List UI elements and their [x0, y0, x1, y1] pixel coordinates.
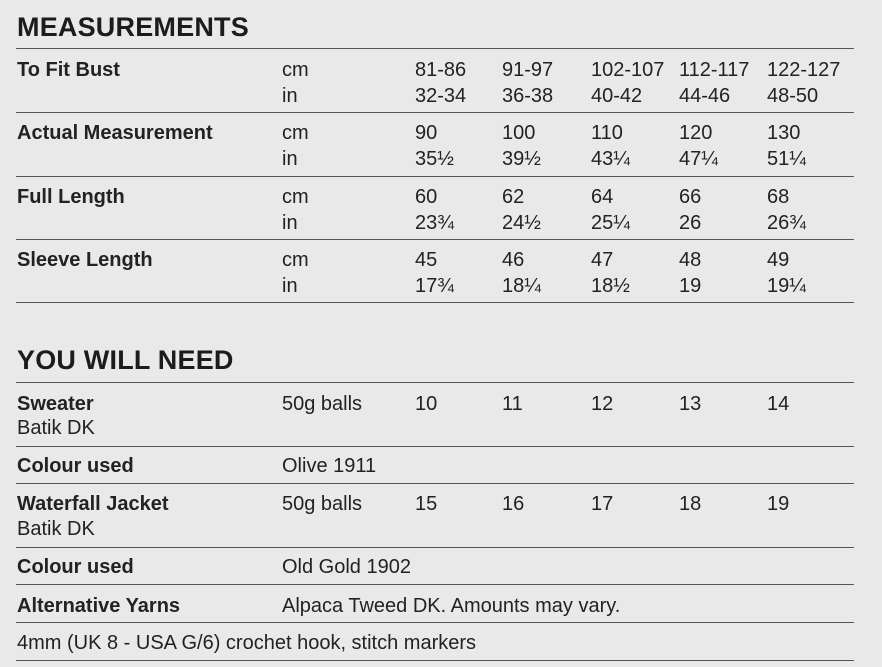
value-cm: 66 [679, 186, 702, 208]
value-cm: 62 [502, 186, 525, 208]
ball-count: 13 [679, 393, 702, 415]
row-label: Waterfall Jacket [17, 493, 169, 515]
unit-label: 50g balls [282, 493, 363, 515]
unit-in: in [282, 85, 298, 107]
value-cm: 48 [679, 249, 702, 271]
value-in: 23¾ [415, 212, 454, 234]
value-in: 51¼ [767, 148, 806, 170]
ball-count: 14 [767, 393, 790, 415]
value-in: 39½ [502, 148, 541, 170]
divider [16, 547, 854, 548]
divider [16, 382, 854, 383]
row-label: To Fit Bust [17, 59, 120, 81]
colour-value: Olive 1911 [282, 455, 377, 477]
colour-value: Old Gold 1902 [282, 556, 411, 578]
value-cm: 102-107 [591, 59, 665, 81]
unit-in: in [282, 275, 298, 297]
value-in: 40-42 [591, 85, 643, 107]
divider [16, 584, 854, 585]
divider [16, 176, 854, 177]
divider [16, 660, 854, 661]
ball-count: 18 [679, 493, 702, 515]
divider [16, 483, 854, 484]
alternative-value: Alpaca Tweed DK. Amounts may vary. [282, 595, 621, 617]
value-in: 18¼ [502, 275, 541, 297]
value-cm: 81-86 [415, 59, 467, 81]
value-cm: 45 [415, 249, 438, 271]
value-cm: 91-97 [502, 59, 554, 81]
value-in: 36-38 [502, 85, 554, 107]
value-cm: 130 [767, 122, 801, 144]
unit-cm: cm [282, 122, 309, 144]
value-in: 32-34 [415, 85, 467, 107]
value-cm: 68 [767, 186, 790, 208]
yarn-name: Batik DK [17, 417, 95, 439]
row-label: Colour used [17, 455, 134, 477]
unit-cm: cm [282, 59, 309, 81]
divider [16, 112, 854, 113]
value-in: 43¼ [591, 148, 630, 170]
value-cm: 100 [502, 122, 536, 144]
divider [16, 239, 854, 240]
value-cm: 46 [502, 249, 525, 271]
divider [16, 622, 854, 623]
value-in: 26 [679, 212, 702, 234]
ball-count: 11 [502, 393, 523, 415]
value-cm: 122-127 [767, 59, 841, 81]
value-in: 48-50 [767, 85, 819, 107]
value-cm: 110 [591, 122, 623, 144]
value-in: 47¼ [679, 148, 718, 170]
ball-count: 16 [502, 493, 525, 515]
yarn-name: Batik DK [17, 518, 95, 540]
value-in: 44-46 [679, 85, 731, 107]
unit-cm: cm [282, 186, 309, 208]
value-in: 18½ [591, 275, 630, 297]
value-cm: 49 [767, 249, 790, 271]
row-label: Full Length [17, 186, 125, 208]
row-label: Colour used [17, 556, 134, 578]
ball-count: 19 [767, 493, 790, 515]
value-in: 19 [679, 275, 702, 297]
value-cm: 64 [591, 186, 614, 208]
divider [16, 48, 854, 49]
value-cm: 60 [415, 186, 438, 208]
divider [16, 302, 854, 303]
unit-label: 50g balls [282, 393, 363, 415]
you-will-need-heading: YOU WILL NEED [17, 345, 234, 375]
value-cm: 90 [415, 122, 438, 144]
value-in: 35½ [415, 148, 454, 170]
value-cm: 112-117 [679, 59, 750, 81]
ball-count: 12 [591, 393, 614, 415]
value-in: 24½ [502, 212, 541, 234]
ball-count: 17 [591, 493, 614, 515]
hook-and-notions: 4mm (UK 8 - USA G/6) crochet hook, stitch markers [17, 632, 477, 654]
row-label: Sleeve Length [17, 249, 153, 271]
ball-count: 10 [415, 393, 438, 415]
divider [16, 446, 854, 447]
row-label: Sweater [17, 393, 94, 415]
value-in: 19¼ [767, 275, 806, 297]
value-in: 26¾ [767, 212, 806, 234]
value-cm: 120 [679, 122, 713, 144]
row-label: Alternative Yarns [17, 595, 181, 617]
measurements-heading: MEASUREMENTS [17, 12, 249, 42]
ball-count: 15 [415, 493, 438, 515]
row-label: Actual Measurement [17, 122, 213, 144]
unit-cm: cm [282, 249, 309, 271]
unit-in: in [282, 212, 298, 234]
value-in: 25¼ [591, 212, 630, 234]
value-in: 17¾ [415, 275, 454, 297]
unit-in: in [282, 148, 298, 170]
value-cm: 47 [591, 249, 614, 271]
